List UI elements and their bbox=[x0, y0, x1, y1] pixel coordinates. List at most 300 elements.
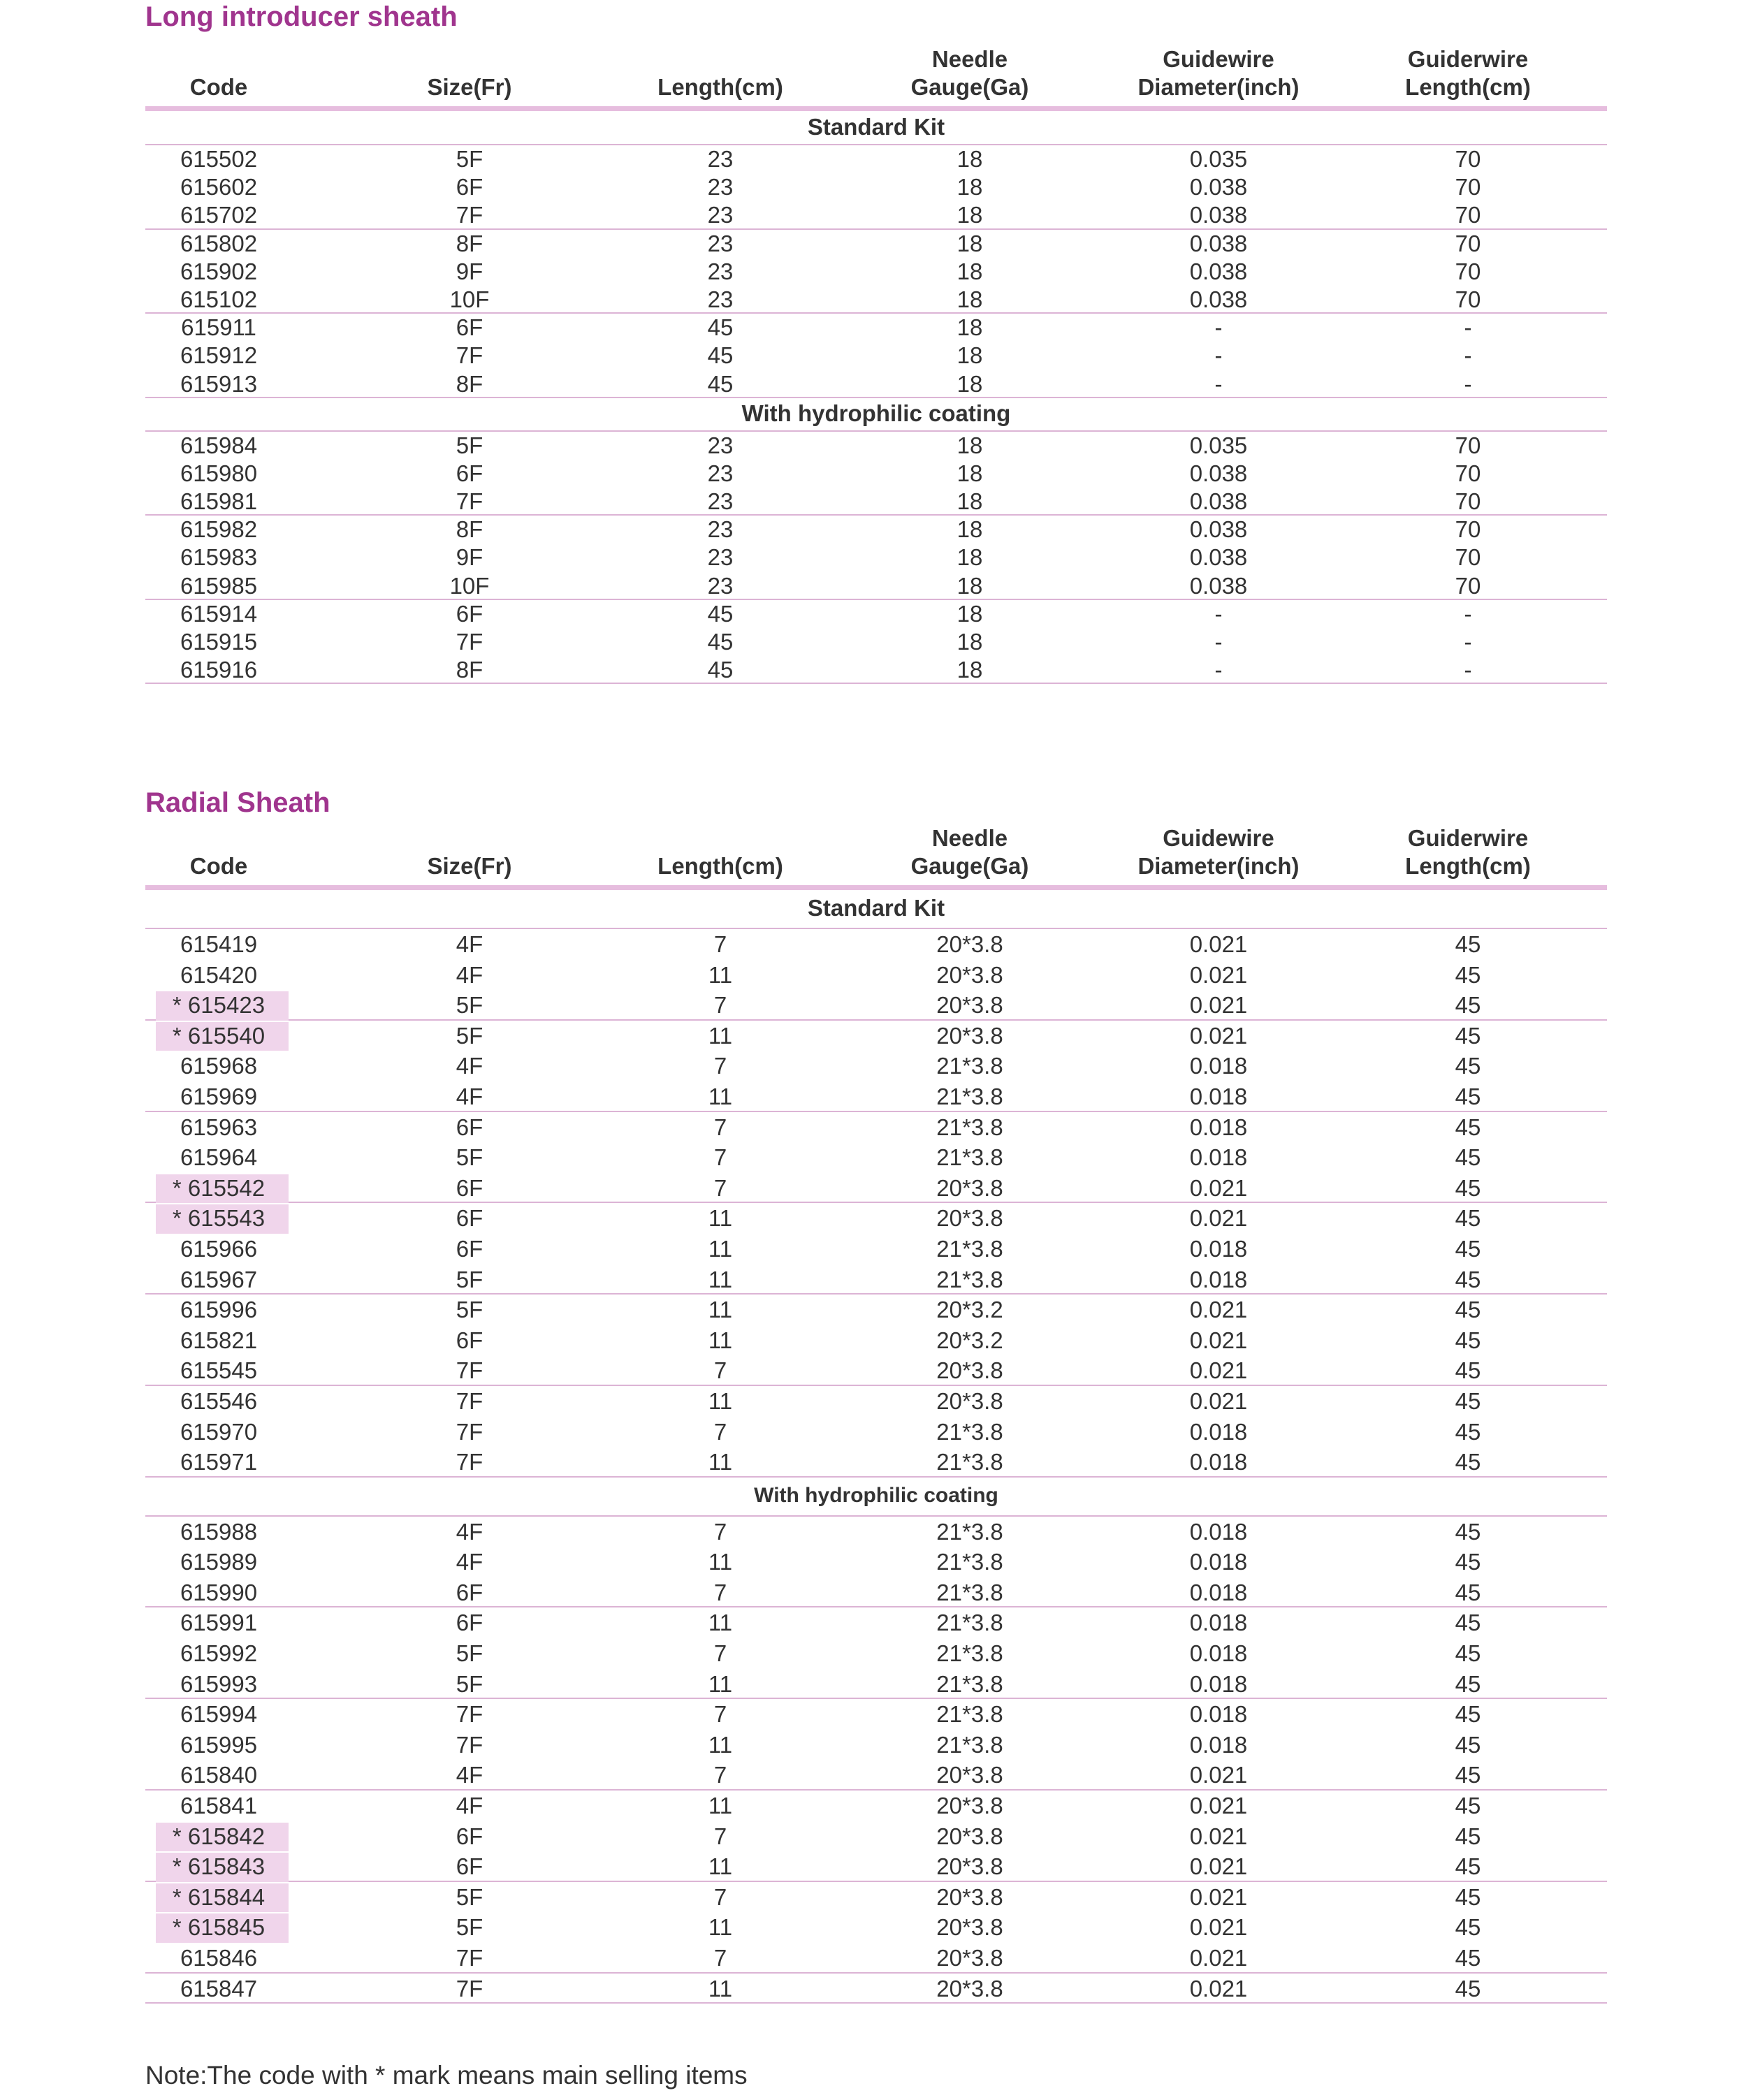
cell-code: 615992 bbox=[180, 1640, 258, 1667]
table-row bbox=[145, 656, 1607, 684]
table-row bbox=[145, 1760, 1607, 1791]
cell-gw-length: 45 bbox=[1455, 1235, 1481, 1262]
cell-size: 6F bbox=[456, 600, 483, 627]
cell-gw-length: 70 bbox=[1455, 460, 1481, 486]
table-row bbox=[145, 1173, 1607, 1204]
cell-gw-length: 45 bbox=[1455, 931, 1481, 957]
cell-gauge: 20*3.8 bbox=[936, 1174, 1003, 1201]
cell-code: 615966 bbox=[180, 1235, 258, 1262]
cell-length: 11 bbox=[708, 1327, 733, 1353]
cell-size: 10F bbox=[449, 572, 490, 599]
cell-code: 615840 bbox=[180, 1762, 258, 1788]
cell-diameter: 0.035 bbox=[1189, 432, 1248, 458]
cell-length: 7 bbox=[713, 1144, 727, 1171]
table-row bbox=[145, 1081, 1607, 1112]
cell-size: 5F bbox=[456, 1670, 483, 1697]
cell-diameter: 0.018 bbox=[1189, 1235, 1248, 1262]
table-row bbox=[145, 314, 1607, 342]
table-row bbox=[145, 488, 1607, 516]
column-header: Size(Fr) bbox=[427, 74, 512, 100]
cell-length: 45 bbox=[707, 657, 734, 683]
cell-diameter: 0.038 bbox=[1189, 174, 1248, 200]
cell-length: 45 bbox=[707, 342, 734, 369]
cell-length: 7 bbox=[713, 1579, 727, 1605]
cell-length: 7 bbox=[713, 1762, 727, 1788]
cell-code: 615846 bbox=[180, 1945, 258, 1971]
cell-code: * 615844 bbox=[172, 1883, 266, 1910]
cell-size: 7F bbox=[456, 1418, 483, 1445]
cell-code: 615546 bbox=[180, 1387, 258, 1414]
cell-code: 615963 bbox=[180, 1114, 258, 1140]
cell-size: 6F bbox=[456, 1610, 483, 1636]
cell-code: * 615543 bbox=[172, 1205, 266, 1232]
cell-code: * 615423 bbox=[172, 992, 266, 1019]
cell-gauge: 21*3.8 bbox=[936, 1235, 1003, 1262]
cell-gauge: 21*3.8 bbox=[936, 1266, 1003, 1292]
table-row bbox=[145, 600, 1607, 628]
table-row bbox=[145, 929, 1607, 960]
section-title: Radial Sheath bbox=[145, 787, 330, 818]
cell-size: 6F bbox=[456, 174, 483, 200]
cell-gauge: 20*3.8 bbox=[936, 1914, 1003, 1941]
cell-diameter: 0.021 bbox=[1189, 1914, 1248, 1941]
header-rule bbox=[145, 106, 1607, 111]
column-header: Length(cm) bbox=[657, 853, 783, 879]
cell-gw-length: 45 bbox=[1455, 1701, 1481, 1728]
cell-length: 45 bbox=[707, 600, 734, 627]
cell-length: 7 bbox=[713, 1518, 727, 1545]
cell-gauge: 18 bbox=[956, 488, 983, 515]
table-row bbox=[145, 1577, 1607, 1608]
cell-gauge: 18 bbox=[956, 460, 983, 486]
cell-length: 23 bbox=[707, 488, 734, 515]
cell-length: 7 bbox=[713, 1114, 727, 1140]
cell-gw-length: 45 bbox=[1455, 1945, 1481, 1971]
cell-diameter: 0.021 bbox=[1189, 1205, 1248, 1232]
cell-gauge: 20*3.8 bbox=[936, 931, 1003, 957]
cell-size: 8F bbox=[456, 657, 483, 683]
cell-gauge: 21*3.8 bbox=[936, 1640, 1003, 1667]
table-row bbox=[145, 628, 1607, 656]
cell-gauge: 21*3.8 bbox=[936, 1144, 1003, 1171]
table-row bbox=[145, 1821, 1607, 1852]
table-row bbox=[145, 1851, 1607, 1882]
table-row bbox=[145, 1638, 1607, 1669]
cell-gw-length: 70 bbox=[1455, 174, 1481, 200]
cell-gw-length: 70 bbox=[1455, 286, 1481, 312]
cell-gauge: 18 bbox=[956, 258, 983, 284]
cell-diameter: - bbox=[1214, 370, 1223, 397]
cell-size: 8F bbox=[456, 370, 483, 397]
cell-diameter: 0.021 bbox=[1189, 1387, 1248, 1414]
cell-gw-length: 70 bbox=[1455, 488, 1481, 515]
table-row bbox=[145, 1386, 1607, 1417]
column-header: Length(cm) bbox=[657, 74, 783, 100]
cell-length: 7 bbox=[713, 1357, 727, 1384]
cell-code: 615545 bbox=[180, 1357, 258, 1384]
column-header: Needle Gauge(Ga) bbox=[910, 46, 1029, 100]
table-row bbox=[145, 1417, 1607, 1448]
table-row bbox=[145, 432, 1607, 460]
cell-size: 6F bbox=[456, 1174, 483, 1201]
cell-length: 11 bbox=[708, 1022, 733, 1049]
cell-length: 23 bbox=[707, 174, 734, 200]
table-row bbox=[145, 1730, 1607, 1760]
table-row bbox=[145, 1234, 1607, 1264]
cell-gw-length: 70 bbox=[1455, 572, 1481, 599]
cell-gauge: 20*3.8 bbox=[936, 1357, 1003, 1384]
cell-code: * 615845 bbox=[172, 1914, 266, 1941]
cell-gw-length: 45 bbox=[1455, 992, 1481, 1019]
cell-gw-length: 45 bbox=[1455, 1174, 1481, 1201]
cell-gw-length: 45 bbox=[1455, 1914, 1481, 1941]
cell-code: 615993 bbox=[180, 1670, 258, 1697]
cell-diameter: 0.018 bbox=[1189, 1083, 1248, 1109]
cell-code: 615969 bbox=[180, 1083, 258, 1109]
cell-length: 7 bbox=[713, 1174, 727, 1201]
cell-gauge: 18 bbox=[956, 342, 983, 369]
cell-size: 4F bbox=[456, 931, 483, 957]
cell-gauge: 18 bbox=[956, 370, 983, 397]
cell-gw-length: - bbox=[1464, 629, 1472, 655]
cell-code: 615602 bbox=[180, 174, 258, 200]
cell-gw-length: 70 bbox=[1455, 146, 1481, 172]
cell-size: 7F bbox=[456, 1387, 483, 1414]
cell-length: 11 bbox=[708, 1975, 733, 2001]
cell-gw-length: 45 bbox=[1455, 1762, 1481, 1788]
cell-diameter: - bbox=[1214, 657, 1223, 683]
cell-code: 615980 bbox=[180, 460, 258, 486]
table-row bbox=[145, 286, 1607, 314]
cell-length: 11 bbox=[708, 1731, 733, 1758]
cell-gauge: 20*3.8 bbox=[936, 1853, 1003, 1880]
cell-size: 5F bbox=[456, 146, 483, 172]
cell-length: 11 bbox=[708, 961, 733, 988]
footnote: Note:The code with * mark means main selling items bbox=[145, 2061, 748, 2090]
table-row bbox=[145, 1912, 1607, 1943]
cell-size: 4F bbox=[456, 1053, 483, 1079]
cell-gauge: 21*3.8 bbox=[936, 1518, 1003, 1545]
cell-gauge: 20*3.8 bbox=[936, 1022, 1003, 1049]
cell-diameter: - bbox=[1214, 314, 1223, 341]
cell-code: 615802 bbox=[180, 230, 258, 256]
cell-gauge: 20*3.8 bbox=[936, 1883, 1003, 1910]
cell-diameter: 0.021 bbox=[1189, 1823, 1248, 1849]
cell-gauge: 18 bbox=[956, 544, 983, 571]
cell-size: 5F bbox=[456, 992, 483, 1019]
cell-diameter: 0.038 bbox=[1189, 488, 1248, 515]
cell-gw-length: 45 bbox=[1455, 1823, 1481, 1849]
cell-size: 5F bbox=[456, 1144, 483, 1171]
cell-code: 615102 bbox=[180, 286, 258, 312]
cell-code: 615991 bbox=[180, 1610, 258, 1636]
cell-code: 615841 bbox=[180, 1793, 258, 1819]
cell-length: 11 bbox=[708, 1914, 733, 1941]
cell-size: 8F bbox=[456, 230, 483, 256]
cell-gauge: 20*3.8 bbox=[936, 1205, 1003, 1232]
cell-gw-length: 45 bbox=[1455, 1022, 1481, 1049]
table-row bbox=[145, 1447, 1607, 1478]
cell-diameter: 0.018 bbox=[1189, 1549, 1248, 1575]
cell-diameter: 0.018 bbox=[1189, 1579, 1248, 1605]
cell-diameter: 0.038 bbox=[1189, 460, 1248, 486]
cell-size: 5F bbox=[456, 1297, 483, 1323]
cell-gauge: 21*3.8 bbox=[936, 1670, 1003, 1697]
cell-length: 23 bbox=[707, 432, 734, 458]
table-row bbox=[145, 201, 1607, 229]
table-row bbox=[145, 1547, 1607, 1577]
table-row bbox=[145, 1943, 1607, 1974]
cell-diameter: 0.021 bbox=[1189, 1853, 1248, 1880]
cell-gw-length: 45 bbox=[1455, 1518, 1481, 1545]
cell-diameter: 0.021 bbox=[1189, 1022, 1248, 1049]
cell-size: 6F bbox=[456, 1327, 483, 1353]
cell-code: * 615540 bbox=[172, 1022, 266, 1049]
cell-diameter: 0.021 bbox=[1189, 1883, 1248, 1910]
cell-size: 9F bbox=[456, 258, 483, 284]
table-row bbox=[145, 1021, 1607, 1051]
cell-diameter: 0.021 bbox=[1189, 961, 1248, 988]
column-header: Guiderwire Length(cm) bbox=[1405, 825, 1531, 879]
cell-gauge: 21*3.8 bbox=[936, 1449, 1003, 1475]
cell-gauge: 21*3.8 bbox=[936, 1701, 1003, 1728]
header-rule bbox=[145, 885, 1607, 890]
cell-diameter: 0.035 bbox=[1189, 146, 1248, 172]
cell-length: 45 bbox=[707, 629, 734, 655]
cell-length: 11 bbox=[708, 1083, 733, 1109]
cell-size: 10F bbox=[449, 286, 490, 312]
cell-diameter: - bbox=[1214, 342, 1223, 369]
cell-length: 23 bbox=[707, 572, 734, 599]
table-row bbox=[145, 1142, 1607, 1173]
cell-size: 6F bbox=[456, 1823, 483, 1849]
table-row bbox=[145, 370, 1607, 398]
cell-gw-length: 45 bbox=[1455, 1549, 1481, 1575]
cell-gauge: 18 bbox=[956, 600, 983, 627]
cell-gw-length: 45 bbox=[1455, 1357, 1481, 1384]
cell-gw-length: 45 bbox=[1455, 1640, 1481, 1667]
cell-code: 615985 bbox=[180, 572, 258, 599]
cell-gw-length: 45 bbox=[1455, 1053, 1481, 1079]
table-row bbox=[145, 1669, 1607, 1700]
cell-gw-length: 45 bbox=[1455, 1793, 1481, 1819]
cell-diameter: 0.018 bbox=[1189, 1731, 1248, 1758]
cell-gw-length: - bbox=[1464, 370, 1472, 397]
cell-length: 11 bbox=[708, 1610, 733, 1636]
cell-gw-length: - bbox=[1464, 600, 1472, 627]
section-title: Long introducer sheath bbox=[145, 1, 458, 32]
cell-size: 4F bbox=[456, 1083, 483, 1109]
table-row bbox=[145, 1264, 1607, 1295]
cell-length: 23 bbox=[707, 516, 734, 543]
cell-size: 7F bbox=[456, 342, 483, 369]
cell-gw-length: 45 bbox=[1455, 1266, 1481, 1292]
column-header: Needle Gauge(Ga) bbox=[910, 825, 1029, 879]
cell-code: 615821 bbox=[180, 1327, 258, 1353]
cell-size: 7F bbox=[456, 1701, 483, 1728]
cell-gauge: 18 bbox=[956, 516, 983, 543]
cell-gauge: 21*3.8 bbox=[936, 1610, 1003, 1636]
cell-code: 615419 bbox=[180, 931, 258, 957]
cell-gw-length: 45 bbox=[1455, 1579, 1481, 1605]
column-header: Code bbox=[189, 853, 248, 879]
cell-size: 9F bbox=[456, 544, 483, 571]
cell-length: 11 bbox=[708, 1670, 733, 1697]
cell-length: 11 bbox=[708, 1853, 733, 1880]
cell-size: 5F bbox=[456, 1914, 483, 1941]
column-header: Guidewire Diameter(inch) bbox=[1137, 825, 1300, 879]
cell-length: 23 bbox=[707, 230, 734, 256]
cell-diameter: 0.038 bbox=[1189, 544, 1248, 571]
cell-length: 23 bbox=[707, 544, 734, 571]
cell-diameter: 0.018 bbox=[1189, 1144, 1248, 1171]
table-row bbox=[145, 516, 1607, 544]
cell-length: 7 bbox=[713, 1945, 727, 1971]
group-subheading: With hydrophilic coating bbox=[145, 398, 1607, 432]
cell-gw-length: 45 bbox=[1455, 1205, 1481, 1232]
cell-diameter: 0.018 bbox=[1189, 1670, 1248, 1697]
table-row bbox=[145, 1699, 1607, 1730]
table-body bbox=[145, 112, 1607, 684]
cell-length: 11 bbox=[708, 1297, 733, 1323]
cell-diameter: 0.018 bbox=[1189, 1266, 1248, 1292]
cell-gauge: 21*3.8 bbox=[936, 1418, 1003, 1445]
cell-gw-length: 45 bbox=[1455, 1327, 1481, 1353]
table-row bbox=[145, 1112, 1607, 1143]
cell-code: * 615842 bbox=[172, 1823, 266, 1849]
column-header: Guidewire Diameter(inch) bbox=[1137, 46, 1300, 100]
cell-length: 23 bbox=[707, 258, 734, 284]
cell-diameter: 0.021 bbox=[1189, 1762, 1248, 1788]
cell-size: 7F bbox=[456, 1449, 483, 1475]
cell-gauge: 21*3.8 bbox=[936, 1053, 1003, 1079]
cell-gauge: 18 bbox=[956, 657, 983, 683]
cell-code: 615996 bbox=[180, 1297, 258, 1323]
cell-gw-length: 45 bbox=[1455, 1883, 1481, 1910]
cell-length: 23 bbox=[707, 146, 734, 172]
table-row bbox=[145, 258, 1607, 286]
cell-gw-length: 45 bbox=[1455, 961, 1481, 988]
cell-code: 615913 bbox=[180, 370, 258, 397]
cell-size: 7F bbox=[456, 629, 483, 655]
table-row bbox=[145, 342, 1607, 370]
cell-size: 5F bbox=[456, 1640, 483, 1667]
cell-gw-length: 45 bbox=[1455, 1144, 1481, 1171]
cell-gauge: 18 bbox=[956, 629, 983, 655]
cell-code: 615968 bbox=[180, 1053, 258, 1079]
cell-size: 6F bbox=[456, 1114, 483, 1140]
cell-size: 4F bbox=[456, 1549, 483, 1575]
cell-length: 11 bbox=[708, 1205, 733, 1232]
table-row bbox=[145, 544, 1607, 571]
cell-diameter: 0.018 bbox=[1189, 1640, 1248, 1667]
cell-diameter: - bbox=[1214, 600, 1223, 627]
cell-size: 7F bbox=[456, 1357, 483, 1384]
cell-diameter: 0.021 bbox=[1189, 1793, 1248, 1819]
cell-length: 11 bbox=[708, 1387, 733, 1414]
cell-code: 615984 bbox=[180, 432, 258, 458]
cell-diameter: 0.021 bbox=[1189, 1945, 1248, 1971]
table-row bbox=[145, 1295, 1607, 1325]
cell-gw-length: 45 bbox=[1455, 1418, 1481, 1445]
cell-code: 615971 bbox=[180, 1449, 258, 1475]
cell-gauge: 20*3.8 bbox=[936, 1762, 1003, 1788]
cell-code: * 615843 bbox=[172, 1853, 266, 1880]
table-row bbox=[145, 990, 1607, 1021]
cell-gauge: 20*3.8 bbox=[936, 1387, 1003, 1414]
table-row bbox=[145, 1355, 1607, 1386]
cell-gauge: 20*3.8 bbox=[936, 1823, 1003, 1849]
table-row bbox=[145, 1607, 1607, 1638]
cell-size: 4F bbox=[456, 961, 483, 988]
cell-size: 7F bbox=[456, 488, 483, 515]
cell-code: 615915 bbox=[180, 629, 258, 655]
cell-size: 6F bbox=[456, 1205, 483, 1232]
table-row bbox=[145, 173, 1607, 201]
cell-size: 7F bbox=[456, 1945, 483, 1971]
cell-code: 615914 bbox=[180, 600, 258, 627]
cell-length: 7 bbox=[713, 1823, 727, 1849]
cell-gauge: 20*3.8 bbox=[936, 1975, 1003, 2001]
cell-gauge: 18 bbox=[956, 230, 983, 256]
cell-diameter: 0.021 bbox=[1189, 1327, 1248, 1353]
table-row bbox=[145, 1325, 1607, 1356]
cell-gw-length: 45 bbox=[1455, 1449, 1481, 1475]
cell-diameter: 0.021 bbox=[1189, 1174, 1248, 1201]
cell-diameter: 0.021 bbox=[1189, 1297, 1248, 1323]
cell-code: 615989 bbox=[180, 1549, 258, 1575]
table-row bbox=[145, 460, 1607, 488]
cell-gw-length: 45 bbox=[1455, 1297, 1481, 1323]
cell-code: 615967 bbox=[180, 1266, 258, 1292]
cell-diameter: 0.018 bbox=[1189, 1114, 1248, 1140]
cell-diameter: 0.021 bbox=[1189, 992, 1248, 1019]
table-row bbox=[145, 145, 1607, 173]
cell-gw-length: - bbox=[1464, 657, 1472, 683]
cell-gw-length: 45 bbox=[1455, 1387, 1481, 1414]
cell-gw-length: 45 bbox=[1455, 1853, 1481, 1880]
cell-diameter: 0.018 bbox=[1189, 1610, 1248, 1636]
cell-size: 6F bbox=[456, 1235, 483, 1262]
cell-gauge: 21*3.8 bbox=[936, 1579, 1003, 1605]
cell-gauge: 21*3.8 bbox=[936, 1083, 1003, 1109]
cell-diameter: 0.018 bbox=[1189, 1449, 1248, 1475]
cell-length: 11 bbox=[708, 1235, 733, 1262]
cell-size: 7F bbox=[456, 202, 483, 228]
cell-diameter: 0.038 bbox=[1189, 258, 1248, 284]
table-row bbox=[145, 1051, 1607, 1081]
cell-gauge: 20*3.2 bbox=[936, 1327, 1003, 1353]
cell-length: 7 bbox=[713, 931, 727, 957]
cell-diameter: 0.018 bbox=[1189, 1053, 1248, 1079]
table-row bbox=[145, 1974, 1607, 2004]
cell-length: 11 bbox=[708, 1793, 733, 1819]
cell-length: 7 bbox=[713, 1883, 727, 1910]
cell-gauge: 18 bbox=[956, 314, 983, 341]
cell-code: 615420 bbox=[180, 961, 258, 988]
cell-gw-length: 70 bbox=[1455, 516, 1481, 543]
cell-length: 11 bbox=[708, 1266, 733, 1292]
cell-gauge: 20*3.8 bbox=[936, 1945, 1003, 1971]
cell-length: 7 bbox=[713, 1640, 727, 1667]
cell-code: 615902 bbox=[180, 258, 258, 284]
cell-gauge: 18 bbox=[956, 174, 983, 200]
cell-code: 615995 bbox=[180, 1731, 258, 1758]
cell-size: 6F bbox=[456, 1579, 483, 1605]
cell-size: 8F bbox=[456, 516, 483, 543]
column-header: Guiderwire Length(cm) bbox=[1405, 46, 1531, 100]
cell-size: 4F bbox=[456, 1762, 483, 1788]
